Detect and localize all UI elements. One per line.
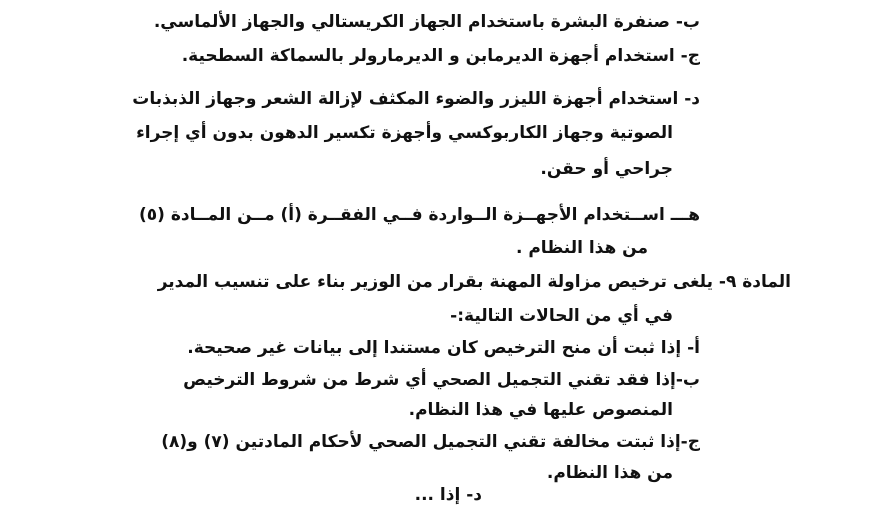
cut-off-line: د- إذا ... (414, 485, 482, 505)
item-h-line-1: هـــ اســتخدام الأجهــزة الــواردة فــي الفقــرة (أ) مــن المــادة (٥) (139, 205, 700, 225)
item-c2-line-2: من هذا النظام. (546, 463, 673, 483)
article-9-line-2: في أي من الحالات التالية:- (450, 306, 673, 326)
item-a-line: أ- إذا ثبت أن منح الترخيص كان مستندا إلى بيانات غير صحيحة. (187, 338, 700, 358)
article-9-heading-line: المادة ٩- يلغى ترخيص مزاولة المهنة بقرار من الوزير بناء على تنسيب المدير (157, 272, 791, 292)
item-b-line: ب- صنفرة البشرة باستخدام الجهاز الكريستالي والجهاز الألماسي. (153, 12, 700, 32)
item-c-line: ج- استخدام أجهزة الديرمابن و الديرمارولر بالسماكة السطحية. (181, 46, 700, 66)
item-c2-line-1: ج-إذا ثبتت مخالفة تقني التجميل الصحي لأحكام المادتين (٧) و(٨) (161, 432, 700, 452)
item-b2-line-2: المنصوص عليها في هذا النظام. (408, 400, 673, 420)
item-d-line-3: جراحي أو حقن. (540, 159, 673, 179)
item-h-line-2: من هذا النظام . (515, 238, 648, 258)
item-d-line-2: الصوتية وجهاز الكاربوكسي وأجهزة تكسير الدهون بدون أي إجراء (136, 123, 673, 143)
item-b2-line-1: ب-إذا فقد تقني التجميل الصحي أي شرط من شروط الترخيص (183, 370, 700, 390)
item-d-line-1: د- استخدام أجهزة الليزر والضوء المكثف لإزالة الشعر وجهاز الذبذبات (132, 89, 700, 109)
